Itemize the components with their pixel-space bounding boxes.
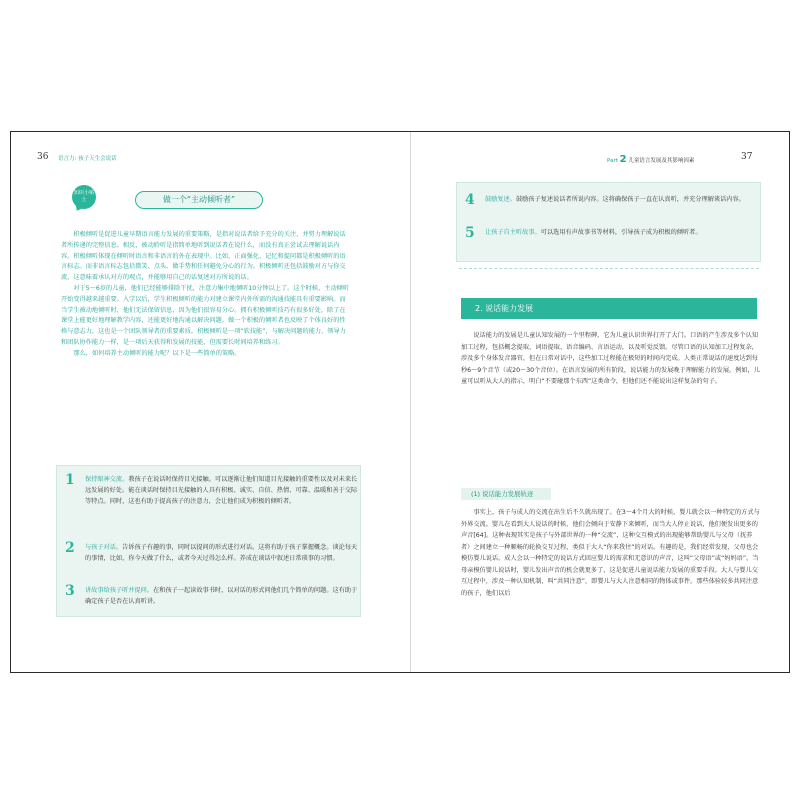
list-body: 告诉孩子有趣的事，同时以提问的形式进行对话。这将有助于孩子掌握概念。谈论每天的事情，比如，你今天做了什么，或者今天过得怎么样。养成在谈话中叙述日常琐事的习惯。 xyxy=(85,544,358,562)
book-spread xyxy=(10,131,790,673)
page-number: 36 xyxy=(37,152,49,162)
section-heading: 2. 说话能力发展 xyxy=(461,298,757,319)
subsection-heading: (1) 说话能力发展轨迹 xyxy=(461,488,551,500)
chapter-title: 儿童语言发展及其影响因素 xyxy=(628,158,695,164)
list-text xyxy=(85,475,360,507)
list-keyword: 讲故事给孩子听并提问。 xyxy=(85,587,154,594)
tip-title: 做一个“主动倾听者” xyxy=(135,191,263,209)
list-keyword: 鼓励复述。 xyxy=(485,196,516,203)
list-body: 教孩子在说话时保持目光接触。可以逐渐让他们知道目光接触的重要性以及对未来长远发展的好处。能在谈话时保持目光接触的人具有积极、诚实、自信、热情、可靠、温暖和善于交际等特点。同时，这也有助于提高孩子的注意力，会让他们成为积极的倾听者。 xyxy=(85,476,358,505)
strategy-box-continued xyxy=(456,182,761,262)
paragraph: 那么，如何培养主动倾听的能力呢？以下是一些简单的策略。 xyxy=(73,349,241,357)
list-number: 1 xyxy=(65,472,75,488)
body-text xyxy=(61,230,351,360)
list-text xyxy=(85,586,360,608)
part-label: Part xyxy=(607,158,618,164)
list-text xyxy=(485,228,760,239)
subsection-text: 事实上，孩子与成人的交流在出生后不久就出现了。在3～4个月大的时候，婴儿就会以一种特定的方式与外界交流。婴儿在看到大人说话的时候，他们会倾向于安静下来倾听，而当大人停止说话，他们便发出更多的声音[64]。这种表现其实是孩子与外部世界的一种“交流”，这种交互模式的出现能够帮助婴儿与父母（抚养者）之间建立一种顺畅的轮换交互过程，类似于大人“你来我往”的对话。有趣的是，我们经常发现，父母也会模仿婴儿说话。成人会以一种特定的说话方式回应婴儿的需求和无意识的声音，这叫“父母语”或“妈妈语”。当母亲模仿婴儿说话时，婴儿发出声音的机会就更多了，这是促进儿童说话能力发展的重要手段。大人与婴儿交互过程中，涉及一种认知机制，叫“共同注意”，即婴儿与大人注意相同的物体或事件。那些体验较多共同注意的孩子，他们以后 xyxy=(461,509,760,597)
right-page xyxy=(411,132,789,672)
list-keyword: 保持眼神交流。 xyxy=(85,476,129,483)
list-text xyxy=(85,543,360,565)
running-head xyxy=(607,154,694,165)
list-number: 4 xyxy=(465,192,475,208)
part-number: 2 xyxy=(619,154,627,165)
list-text xyxy=(485,195,760,206)
dashed-divider xyxy=(459,268,759,269)
running-head: 语言力: 孩子天生会说话 xyxy=(58,156,117,162)
list-number: 3 xyxy=(65,583,75,599)
list-body: 在和孩子一起读故事书时，以对话的形式问他们几个简单的问题。这有助于确定孩子是否在认真听讲。 xyxy=(85,587,358,605)
list-keyword: 与孩子对话。 xyxy=(85,544,123,551)
left-page xyxy=(11,132,410,672)
list-number: 2 xyxy=(65,540,75,556)
section-intro: 说话能力的发展是儿童认知发展的一个里程碑，它为儿童认识世界打开了大门。口语的产生涉及多个认知加工过程，包括概念提取、词语提取、语音编码、言语运动，以及听觉反馈。尽管口语的认知加工过程复杂，涉及多个身体发音器官，但在日常对话中，这些加工过程能在极短的时间内完成。人类正常说话的速度达到每秒6～9个音节（或20～30个音位）。在语言发展的所有阶段，说话能力的发展晚于理解能力的发展。例如，儿童可以听从大人的指示，明白“不要碰那个东西”这类命令，但他们还不能说出这样复杂的句子。 xyxy=(461,332,760,385)
list-body: 鼓励孩子复述说话者所说内容。这将确保孩子一直在认真听，并充分理解谈话内容。 xyxy=(515,196,745,203)
page-number: 37 xyxy=(741,152,753,162)
tip-badge: 知识小贴士 xyxy=(72,185,96,209)
list-keyword: 让孩子自主听故事。 xyxy=(485,229,541,236)
list-number: 5 xyxy=(465,225,475,241)
strategy-box xyxy=(56,465,361,617)
list-body: 可以选用有声故事书等材料，引导孩子成为积极的倾听者。 xyxy=(540,229,702,236)
paragraph: 对于5～6岁的儿童，他们已经能够排除干扰，注意力集中地倾听10分钟以上了。这个时候，主动倾听开始变得越来越重要。入学以后，学生积极倾听的能力对建立课堂内外所需的沟通技能具有重要影响。而当学生被动地倾听时，他们无法保留信息，因为他们很容易分心。拥有积极倾听技巧有很多好处，除了在课堂上能更好地理解教学内容，还能更好地沟通以解决问题。做一个积极的倾听者也反映了个体良好的性格与意志力，这也是一个团队领导者的重要素质。积极倾听是一项“软技能”，与解决问题的能力、领导力和团队协作能力一样，是一项后天获得和发展的技能，但需要长时间培养和练习。 xyxy=(61,284,350,346)
paragraph: 积极倾听是促进儿童早期语言能力发展的重要策略，是指对说话者给予充分的关注，并努力理解说话者所传递的完整信息。相反，被动聆听是指简单地听到说话者在说什么，而没有真正尝试去理解说话内容。积极倾听体现在倾听时语言和非语言的外在表现中。比如，正面强化、记忆和提问都是积极倾听的语言标志。而非语言标志包括微笑、点头、做手势和任何避免分心的行为。积极倾听还包括鼓励对方与你交流，这意味着承认对方的观点，并能够用自己的话复述对方所说的话。 xyxy=(61,231,346,282)
